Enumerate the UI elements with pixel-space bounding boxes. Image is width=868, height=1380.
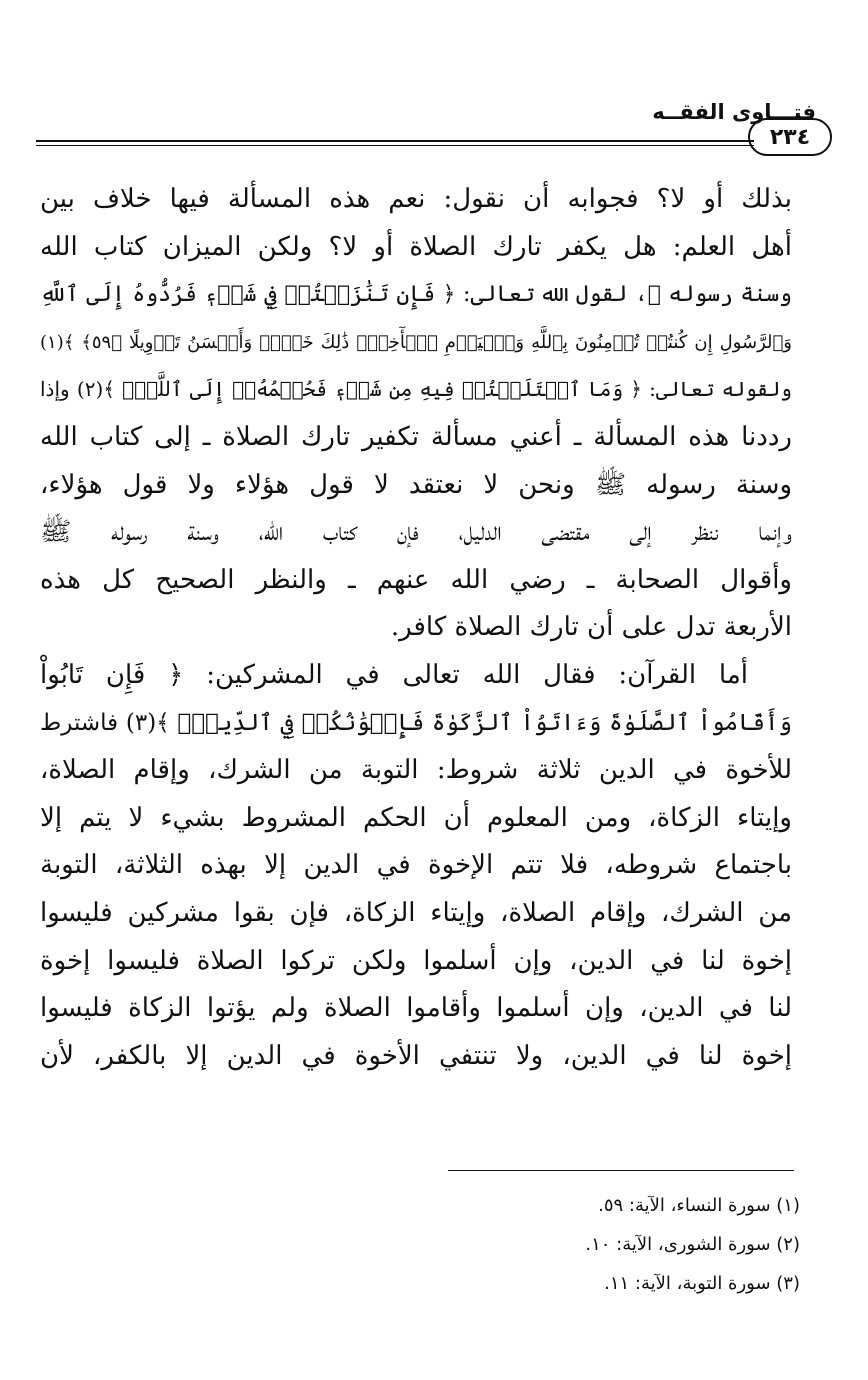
- text-line: للأخوة في الدين ثلاثة شروط: التوبة من الشرك، وإقام الصلاة،: [40, 755, 792, 786]
- running-title: فتـــاوى الفقــه: [652, 100, 816, 124]
- text-line: وسنة رسوله ﷺ، لقول الله تعالى: ﴿ فَإِن تَنَٰزَعۡتُمۡ فِي شَيۡءٖ فَرُدُّوهُ إِلَى ٱللَّهِ: [40, 282, 792, 308]
- text-line: وأقوال الصحابة ـ رضي الله عنهم ـ والنظر الصحيح كل هذه: [40, 564, 792, 595]
- text-line: من الشرك، وإقام الصلاة، وإيتاء الزكاة، فإن بقوا مشركين فليسوا: [40, 897, 792, 928]
- text-line: ولقوله تعالى: ﴿ وَمَا ٱخۡتَلَفۡتُمۡ فِيهِ مِن شَيۡءٖ فَحُكۡمُهُۥٓ إِلَى ٱللَّهِۚ ﴾(٢) وإذا: [40, 377, 792, 402]
- text-line: أهل العلم: هل يكفر تارك الصلاة أو لا؟ ولكن الميزان كتاب الله: [40, 231, 792, 262]
- footnote: (٣) سورة التوبة، الآية: ١١.: [604, 1273, 800, 1294]
- footnotes: [300, 1186, 800, 1303]
- text-line: رددنا هذه المسألة ـ أعني مسألة تكفير تارك الصلاة ـ إلى كتاب الله: [40, 421, 792, 452]
- header-rule: [36, 140, 754, 146]
- text-line: وسنة رسوله ﷺ ونحن لا نعتقد لا قول هؤلاء ولا قول هؤلاء،: [40, 469, 792, 500]
- footnote: (١) سورة النساء، الآية: ٥٩.: [598, 1195, 800, 1216]
- text-line: إخوة لنا في الدين، ولا تنتفي الأخوة في الدين إلا بالكفر، لأن: [40, 1040, 792, 1071]
- body-text: [40, 176, 792, 1080]
- text-line: إخوة لنا في الدين، وإن أسلموا ولكن تركوا الصلاة فليسوا إخوة: [40, 945, 792, 976]
- text-line: وَأَقَامُواْ ٱلصَّلَوٰةَ وَءَاتَوُاْ ٱلزَّكَوٰةَ فَإِخۡوَٰنُكُمۡ فِي ٱلدِّينِۗ ﴾(٣) فاشترط: [40, 709, 792, 736]
- text-line: وإيتاء الزكاة، ومن المعلوم أن الحكم المشروط بشيء لا يتم إلا: [40, 802, 792, 833]
- text-line: لنا في الدين، وإن أسلموا وأقاموا الصلاة ولم يؤتوا الزكاة فليسوا: [40, 993, 792, 1024]
- text-line: وَٱلرَّسُولِ إِن كُنتُمۡ تُؤۡمِنُونَ بِٱللَّهِ وَٱلۡيَوۡمِ ٱلۡأٓخِرِۚ ذَٰلِكَ خَيۡرٞ وَأَحۡسَنُ تَأۡوِيلًا ﴿٥٩﴾ ﴾(١): [40, 331, 792, 353]
- text-line: أما القرآن: فقال الله تعالى في المشركين: ﴿ فَإِن تَابُواْ: [40, 659, 749, 690]
- text-line: وإنما ننظر إلى مقتضى الدليل، فإن كتاب الله، وسنة رسوله ﷺ: [40, 517, 792, 548]
- footnote: (٢) سورة الشورى، الآية: ١٠.: [585, 1234, 800, 1255]
- page-number: ٢٣٤: [748, 118, 832, 156]
- text-line: الأربعة تدل على أن تارك الصلاة كافر.: [390, 612, 792, 643]
- text-line: بذلك أو لا؟ فجوابه أن نقول: نعم هذه المسألة فيها خلاف بين: [40, 184, 792, 214]
- text-line: باجتماع شروطه، فلا تتم الإخوة في الدين إلا بهذه الثلاثة، التوبة: [40, 850, 792, 881]
- footnote-rule: [448, 1170, 794, 1171]
